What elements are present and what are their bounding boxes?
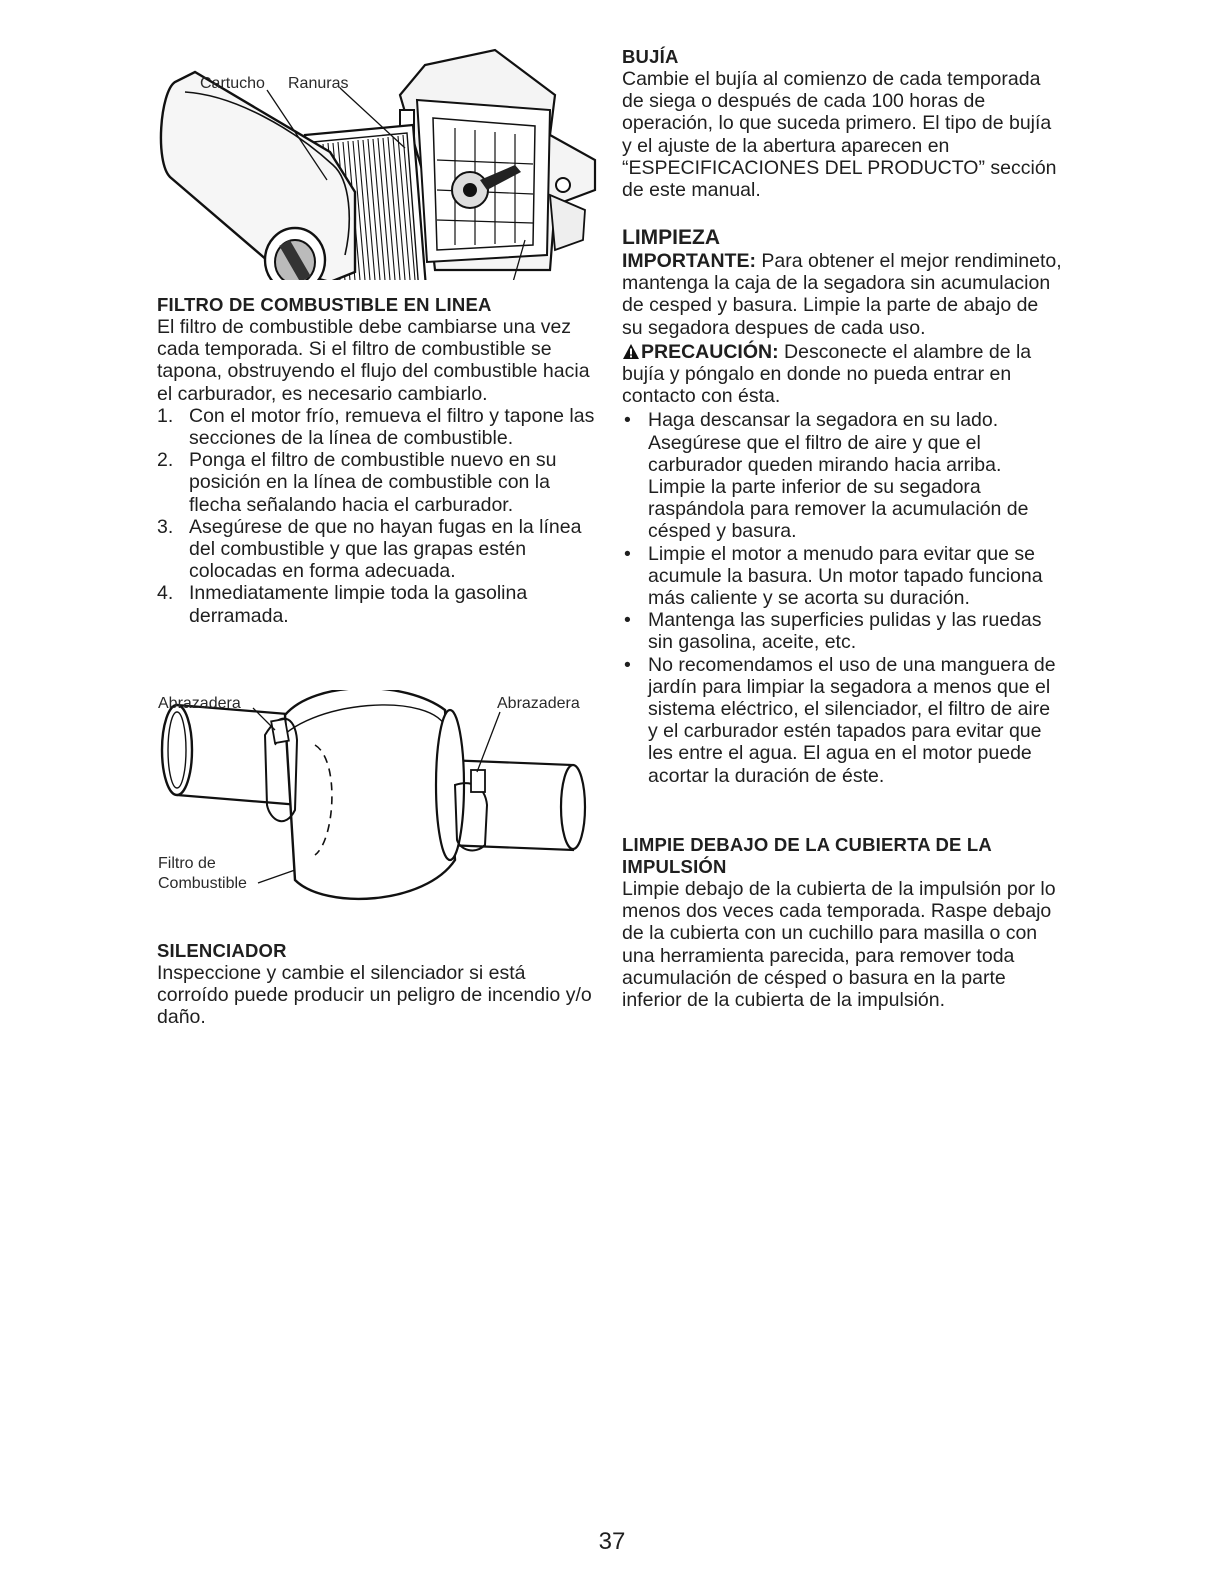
drive-cover-section (622, 834, 1062, 1011)
label-cartridge: Cartucho (200, 75, 265, 92)
cleaning-heading: LIMPIEZA (622, 226, 720, 249)
page-number: 37 (598, 1528, 626, 1555)
fuel-filter-steps (157, 405, 597, 627)
list-item: • No recomendamos el uso de una manguera de jardín para limpiar la segadora a menos que el sistema eléctrico, el silenciador, el filtro de aire y el carburador estén tapados para evitar que les entre el agua. El agua en el motor puede acortar la duración de éste. (624, 653, 1056, 787)
cleaning-bullets (622, 409, 1062, 786)
important-label: IMPORTANTE: (622, 250, 756, 272)
fuel-filter-figure (155, 690, 600, 915)
spark-plug-section (622, 46, 1062, 201)
list-item: • Mantenga las superficies pulidas y las ruedas sin gasolina, aceite, etc. (624, 609, 1042, 654)
warning-triangle-icon (622, 343, 640, 360)
important-paragraph (622, 250, 1062, 339)
list-item: 3. Asegúrese de que no hayan fugas en la línea del combustible y que las grapas estén colocadas en forma adecuada. (157, 515, 582, 583)
list-item: • Limpie el motor a menudo para evitar que se acumule la basura. Un motor tapado funciona más caliente y se acorta su duración. (624, 542, 1043, 610)
label-clamp-right: Abrazadera (497, 695, 580, 712)
caution-paragraph (622, 341, 1062, 408)
list-item: 4. Inmediatamente limpie toda la gasolina derramada. (157, 582, 528, 627)
muffler-section (157, 940, 597, 1029)
caution-text: Desconecte el alambre de la bujía y póngalo en donde no pueda entrar en contacto con ésta. (622, 340, 1032, 408)
drive-cover-heading: LIMPIE DEBAJO DE LA CUBIERTA DE LA IMPULSIÓN (622, 834, 992, 877)
caution-label: PRECAUCIÓN: (641, 340, 779, 363)
fuel-filter-heading: FILTRO DE COMBUSTIBLE EN LINEA (157, 294, 492, 315)
muffler-heading: SILENCIADOR (157, 940, 287, 961)
label-slots: Ranuras (288, 75, 349, 92)
cleaning-section (622, 226, 1062, 787)
air-filter-figure (155, 40, 600, 280)
important-text: Para obtener el mejor rendimineto, mantenga la caja de la segadora sin acumulacion de cesped y basura. Limpie la parte de abajo de su segadora despues de cada uso. (622, 250, 1062, 339)
list-item: • Haga descansar la segadora en su lado. Asegúrese que el filtro de aire y que el carburador queden mirando hacia arriba. Limpie la parte inferior de su segadora raspándola para remover la acumulación de césped y basura. (624, 409, 1029, 543)
fuel-filter-intro: El filtro de combustible debe cambiarse una vez cada temporada. Si el filtro de combustible se tapona, obstruyendo el flujo del combustible hacia el carburador, es necesario cambiarlo. (157, 316, 590, 405)
list-item: 2. Ponga el filtro de combustible nuevo en su posición en la línea de combustible con la flecha señalando hacia el carburador. (157, 449, 557, 516)
list-item: 1. Con el motor frío, remueva el filtro y tapone las secciones de la línea de combustible. (157, 404, 595, 450)
spark-plug-heading: BUJÍA (622, 46, 679, 67)
fuel-filter-section (157, 294, 597, 627)
muffler-text: Inspeccione y cambie el silenciador si está corroído puede producir un peligro de incendio y/o daño. (157, 962, 592, 1029)
drive-cover-text: Limpie debajo de la cubierta de la impulsión por lo menos dos veces cada temporada. Raspe debajo de la cubierta con un cuchillo para masilla o con una herramienta parecida, para remover toda acumulación de césped o basura en la parte inferior de la cubierta de la impulsión. (622, 878, 1056, 1012)
label-fuel-filter-1: Filtro de (158, 855, 216, 872)
label-fuel-filter-2: Combustible (158, 875, 247, 892)
label-clamp-left: Abrazadera (158, 695, 241, 712)
spark-plug-text: Cambie el bujía al comienzo de cada temporada de siega o después de cada 100 horas de operación, lo que suceda primero. El tipo de bujía y el ajuste de la abertura aparecen en “ESPECIFICACIONES DEL PRODUCTO” sección de este manual. (622, 68, 1057, 202)
